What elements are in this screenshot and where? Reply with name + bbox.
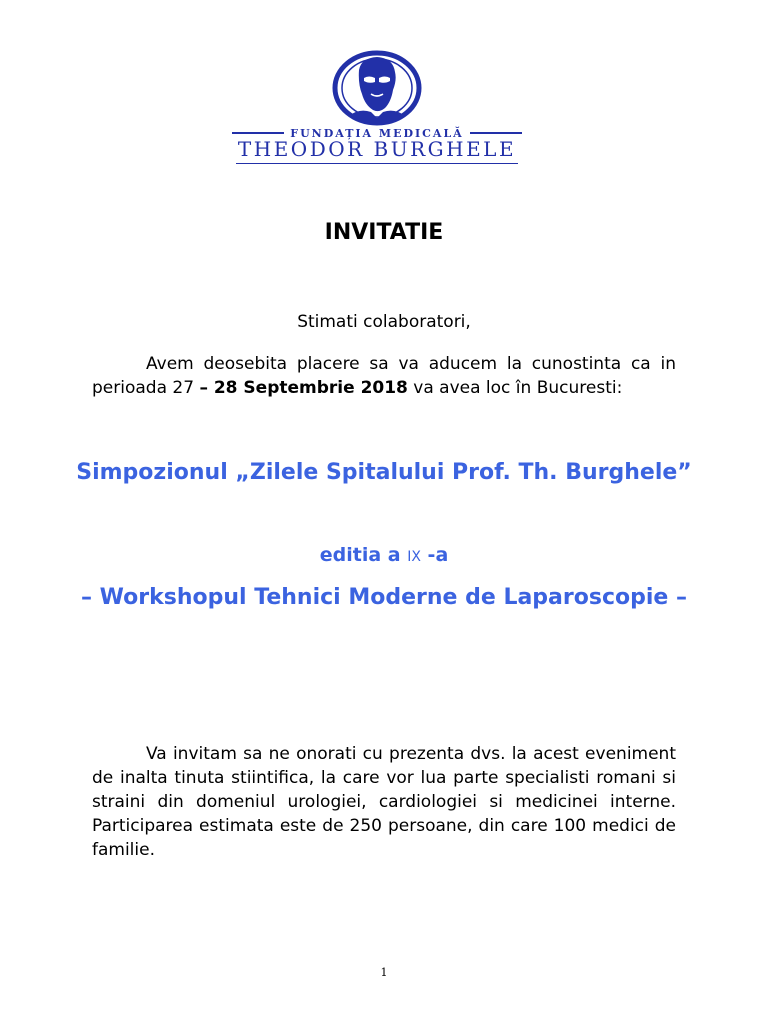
intro-paragraph bbox=[92, 352, 676, 400]
edition-prefix: editia a bbox=[319, 544, 408, 566]
edition-heading bbox=[0, 540, 768, 572]
logo-underline bbox=[236, 163, 518, 164]
page-number: 1 bbox=[380, 966, 388, 979]
intro-location: va avea loc în Bucuresti: bbox=[407, 378, 623, 398]
details-paragraph bbox=[92, 742, 676, 862]
edition-number: IX bbox=[407, 549, 421, 565]
page-title: INVITATIE bbox=[324, 220, 444, 245]
logo-foundation-text: FUNDAȚIA MEDICALĂ bbox=[290, 126, 464, 140]
greeting: Stimati colaboratori, bbox=[297, 312, 471, 332]
event-dates: – 28 Septembrie 2018 bbox=[199, 378, 408, 398]
edition-suffix: -a bbox=[420, 544, 449, 566]
logo-name-text: THEODOR BURGHELE bbox=[237, 137, 517, 161]
symposium-heading: Simpozionul „Zilele Spitalului Prof. Th. Burghele” bbox=[76, 460, 692, 485]
details-text: Va invitam sa ne onorati cu prezenta dvs. la acest eveniment de inalta tinuta stiintifica, la care vor lua parte specialisti romani si straini din domeniul urologiei, cardiologiei si medicinei interne. Participarea estimata este de 250 persoane, din care 100 medici de familie. bbox=[92, 744, 676, 860]
portrait-emblem-icon bbox=[331, 50, 423, 130]
intro-text: Avem deosebita placere sa va aducem la cunostinta ca in perioada 27 bbox=[92, 354, 676, 398]
workshop-heading: – Workshopul Tehnici Moderne de Laparoscopie – bbox=[81, 585, 687, 610]
foundation-logo bbox=[232, 50, 522, 160]
